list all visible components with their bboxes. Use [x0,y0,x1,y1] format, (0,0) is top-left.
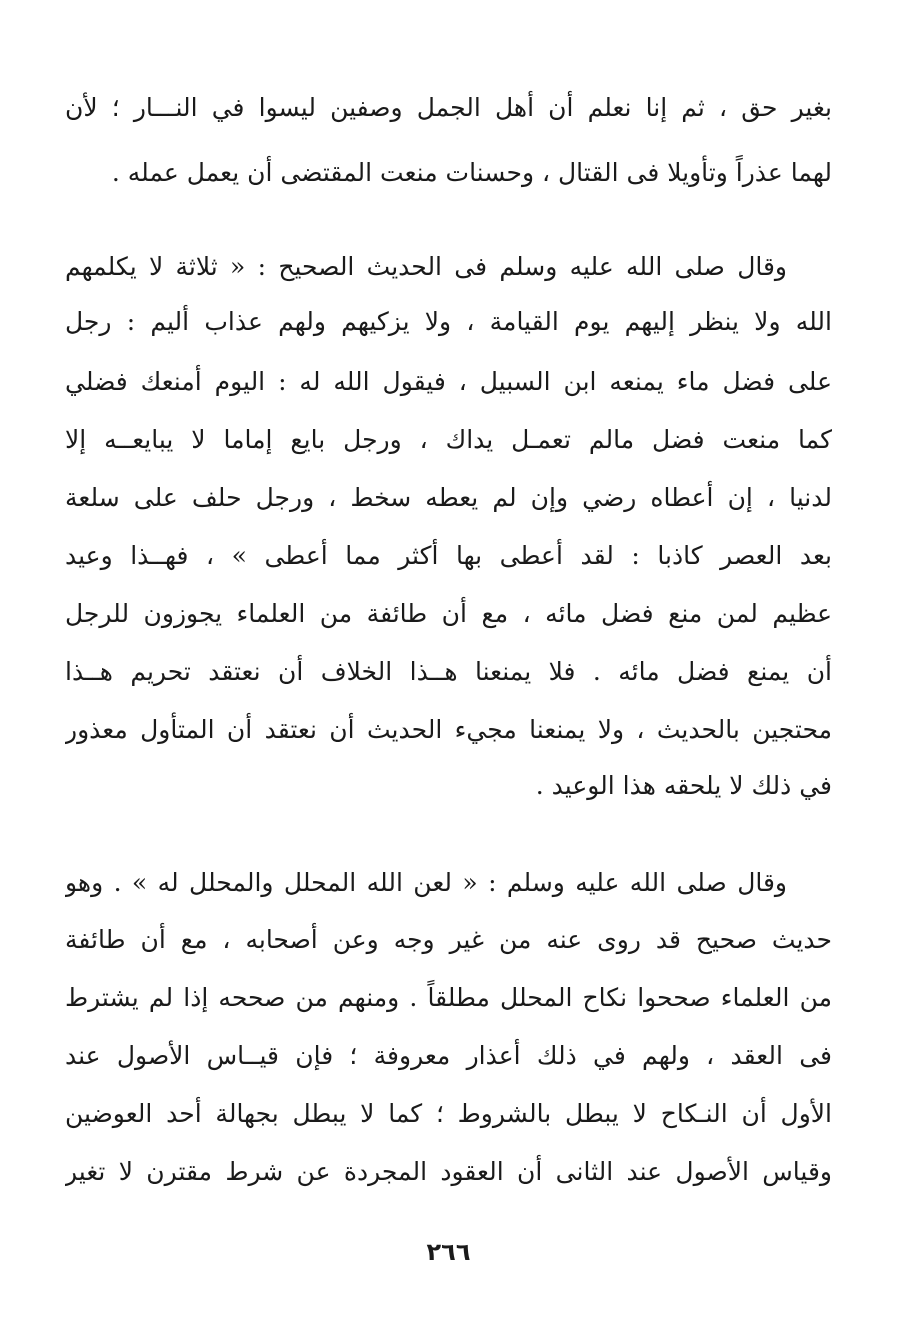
text-line: وقال صلى الله عليه وسلم فى الحديث الصحيح : « ثلاثة لا يكلمهم [65,252,787,281]
page-number: ٢٦٦ [426,1238,471,1266]
text-line: كما منعت فضل مالم تعمـل يداك ، ورجل بايع إماما لا يبايعــه إلا [65,425,832,454]
text-line: بعد العصر كاذبا : لقد أعطى بها أكثر مما أعطى » ، فهــذا وعيد [65,541,832,570]
text-line: وقال صلى الله عليه وسلم : « لعن الله المحلل والمحلل له » . وهو [65,868,787,897]
text-line: على فضل ماء يمنعه ابن السبيل ، فيقول الله له : اليوم أمنعك فضلي [65,367,832,396]
text-line: حديث صحيح قد روى عنه من غير وجه وعن أصحابه ، مع أن طائفة [65,925,832,954]
text-line: بغير حق ، ثم إنا نعلم أن أهل الجمل وصفين ليسوا في النـــار ؛ لأن [65,93,832,122]
body-text [40,0,857,1327]
text-line: الأول أن النـكاح لا يبطل بالشروط ؛ كما لا يبطل بجهالة أحد العوضين [65,1099,832,1128]
text-line: محتجين بالحديث ، ولا يمنعنا مجيء الحديث أن نعتقد أن المتأول معذور [65,715,832,744]
text-line: لدنيا ، إن أعطاه رضي وإن لم يعطه سخط ، ورجل حلف على سلعة [65,483,832,512]
text-line: الله ولا ينظر إليهم يوم القيامة ، ولا يزكيهم ولهم عذاب أليم : رجل [65,307,832,336]
text-line: وقياس الأصول عند الثانى أن العقود المجردة عن شرط مقترن لا تغير [65,1157,832,1186]
text-line: عظيم لمن منع فضل مائه ، مع أن طائفة من العلماء يجوزون للرجل [65,599,832,628]
text-line: فى العقد ، ولهم في ذلك أعذار معروفة ؛ فإن قيــاس الأصول عند [65,1041,832,1070]
text-line: أن يمنع فضل مائه . فلا يمنعنا هــذا الخلاف أن نعتقد تحريم هــذا [65,657,832,686]
text-line: من العلماء صححوا نكاح المحلل مطلقاً . ومنهم من صححه إذا لم يشترط [65,983,832,1012]
text-line: في ذلك لا يلحقه هذا الوعيد . [535,771,832,800]
text-line: لهما عذراً وتأويلا فى القتال ، وحسنات منعت المقتضى أن يعمل عمله . [111,158,832,187]
